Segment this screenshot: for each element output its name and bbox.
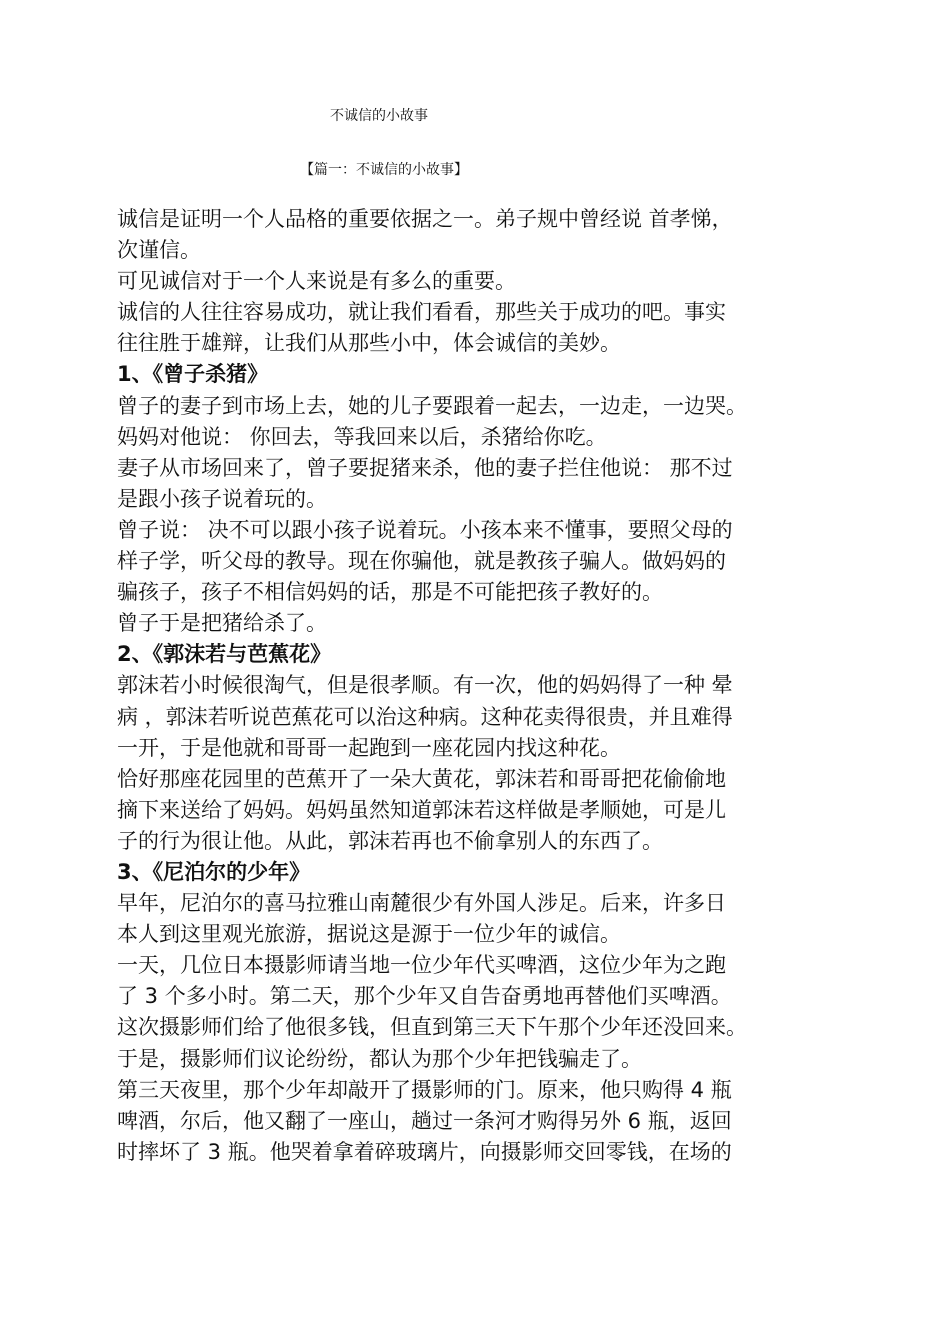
body-line: 样子学，听父母的教导。现在你骗他，就是教孩子骗人。做妈妈的 — [117, 549, 726, 574]
section-heading: 3、《尼泊尔的少年》 — [117, 859, 311, 884]
section-heading: 1、《曾子杀猪》 — [117, 362, 269, 387]
document-body — [117, 204, 837, 1168]
body-line: 啤酒，尔后，他又翻了一座山，趟过一条河才购得另外 6 瓶，返回 — [117, 1108, 732, 1133]
body-line: 诚信的人往往容易成功，就让我们看看，那些关于成功的吧。事实 — [117, 300, 726, 325]
body-line: 病 ，郭沫若听说芭蕉花可以治这种病。这种花卖得很贵，并且难得 — [117, 704, 733, 729]
body-line: 时摔坏了 3 瓶。他哭着拿着碎玻璃片，向摄影师交回零钱，在场的 — [117, 1139, 732, 1164]
body-line: 于是，摄影师们议论纷纷，都认为那个少年把钱骗走了。 — [117, 1046, 642, 1071]
body-line: 恰好那座花园里的芭蕉开了一朵大黄花，郭沫若和哥哥把花偷偷地 — [117, 766, 726, 791]
body-line: 妈妈对他说： 你回去，等我回来以后，杀猪给你吃。 — [117, 424, 607, 449]
document-title: 不诚信的小故事 — [330, 108, 428, 124]
body-line: 摘下来送给了妈妈。妈妈虽然知道郭沫若这样做是孝顺她，可是儿 — [117, 797, 726, 822]
body-line: 次谨信。 — [117, 238, 201, 263]
body-line: 早年，尼泊尔的喜马拉雅山南麓很少有外国人涉足。后来，许多日 — [117, 891, 726, 916]
body-line: 诚信是证明一个人品格的重要依据之一。弟子规中曾经说 首孝悌， — [117, 207, 733, 231]
body-line: 是跟小孩子说着玩的。 — [117, 486, 327, 511]
body-line: 子的行为很让他。从此，郭沫若再也不偷拿别人的东西了。 — [117, 828, 663, 853]
section-heading: 2、《郭沫若与芭蕉花》 — [117, 642, 332, 667]
body-line: 往往胜于雄辩，让我们从那些小中，体会诚信的美妙。 — [117, 331, 621, 356]
body-line: 曾子的妻子到市场上去，她的儿子要跟着一起去，一边走，一边哭。 — [117, 393, 747, 418]
body-line: 郭沫若小时候很淘气，但是很孝顺。有一次，他的妈妈得了一种 晕 — [117, 673, 733, 698]
body-line: 曾子于是把猪给杀了。 — [117, 611, 327, 636]
body-line: 可见诚信对于一个人来说是有多么的重要。 — [117, 269, 516, 294]
body-line: 妻子从市场回来了，曾子要捉猪来杀，他的妻子拦住他说： 那不过 — [117, 455, 733, 480]
body-line: 一天，几位日本摄影师请当地一位少年代买啤酒，这位少年为之跑 — [117, 953, 726, 978]
body-line: 骗孩子，孩子不相信妈妈的话，那是不可能把孩子教好的。 — [117, 580, 663, 605]
body-line: 本人到这里观光旅游，据说这是源于一位少年的诚信。 — [117, 922, 621, 947]
body-line: 曾子说： 决不可以跟小孩子说着玩。小孩本来不懂事，要照父母的 — [117, 517, 733, 542]
body-line: 了 3 个多小时。第二天，那个少年又自告奋勇地再替他们买啤酒。 — [117, 984, 732, 1009]
body-line: 这次摄影师们给了他很多钱，但直到第三天下午那个少年还没回来。 — [117, 1015, 747, 1040]
body-line: 第三天夜里，那个少年却敲开了摄影师的门。原来，他只购得 4 瓶 — [117, 1077, 732, 1102]
body-line: 一开，于是他就和哥哥一起跑到一座花园内找这种花。 — [117, 735, 621, 760]
document-subtitle: 【篇一：不诚信的小故事】 — [300, 162, 468, 178]
